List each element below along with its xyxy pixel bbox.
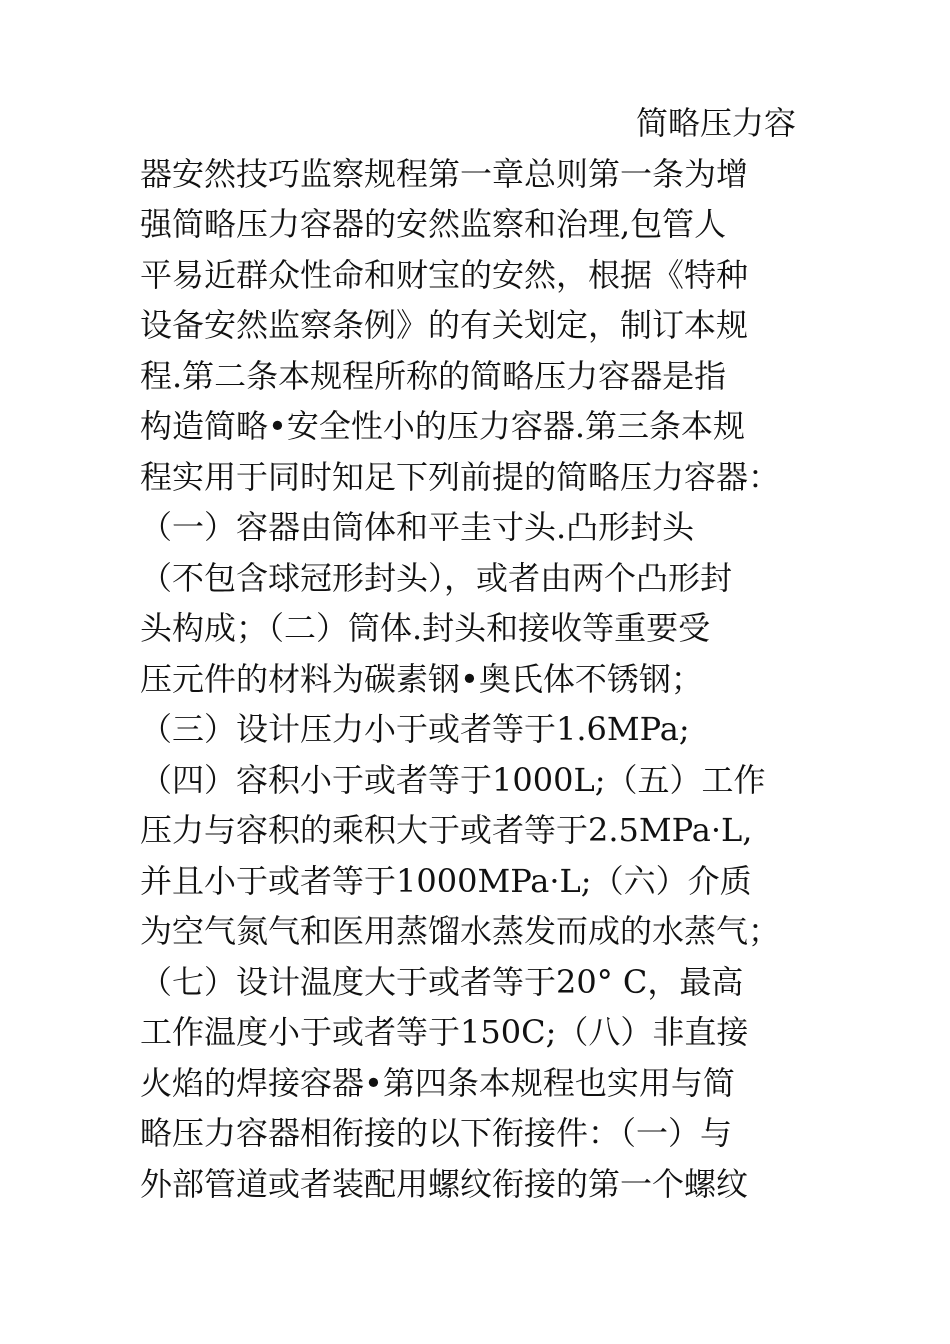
text-line: 火焰的焊接容器•第四条本规程也实用与简 xyxy=(140,1063,735,1102)
text-line: 为空气氮气和医用蒸馏水蒸发而成的水蒸气； xyxy=(140,912,781,950)
text-line: 程.第二条本规程所称的简略压力容器是指 xyxy=(140,356,727,395)
text-line: 设备安然监察条例》的有关划定，制订本规 xyxy=(140,306,749,344)
text-line: （七）设计温度大于或者等于20° C，最高 xyxy=(140,962,744,1001)
text-line: 压力与容积的乘积大于或者等于2.5MPa·L, xyxy=(140,811,753,849)
text-line: 外部管道或者装配用螺纹衔接的第一个螺纹 xyxy=(140,1164,749,1203)
text-line: 并且小于或者等于1000MPa·L;（六）介质 xyxy=(140,861,752,900)
text-line: 程实用于同时知足下列前提的简略压力容器： xyxy=(140,457,781,496)
text-line: 工作温度小于或者等于150C;（八）非直接 xyxy=(140,1013,749,1051)
text-line: （一）容器由筒体和平圭寸头.凸形封头 xyxy=(140,508,695,546)
text-line: 构造简略•安全性小的压力容器.第三条本规 xyxy=(140,407,746,445)
text-line: 平易近群众性命和财宝的安然，根据《特种 xyxy=(140,255,749,294)
text-line: 简略压力容 xyxy=(636,104,797,142)
text-line: 略压力容器相衔接的以下衔接件：（一）与 xyxy=(140,1114,733,1152)
text-line: 头构成；（二）筒体.封头和接收等重要受 xyxy=(140,609,711,647)
text-line: （不包含球冠形封头），或者由两个凸形封 xyxy=(140,558,733,597)
text-line: （三）设计压力小于或者等于1.6MPa; xyxy=(140,710,690,748)
body-text xyxy=(140,98,840,1209)
text-line: 器安然技巧监察规程第一章总则第一条为增 xyxy=(140,154,749,193)
text-line: 压元件的材料为碳素钢•奥氏体不锈钢； xyxy=(140,659,703,698)
text-line: 强简略压力容器的安然监察和治理,包管人 xyxy=(140,205,727,243)
text-line: （四）容积小于或者等于1000L;（五）工作 xyxy=(140,760,766,799)
